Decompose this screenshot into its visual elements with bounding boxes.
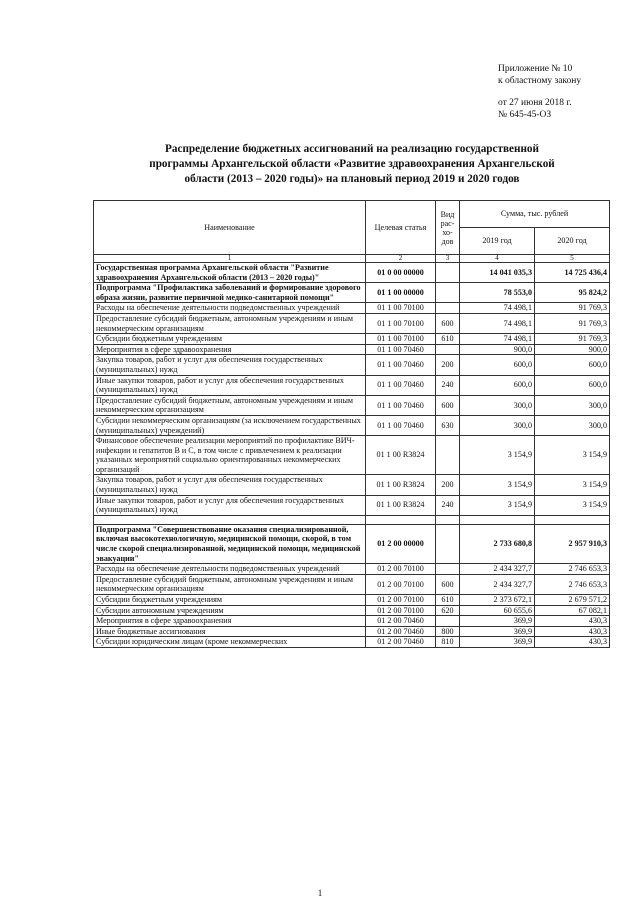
- appendix-number: Приложение № 10: [498, 64, 573, 74]
- row-name: Иные бюджетные ассигнования: [94, 626, 366, 637]
- table-body: [94, 263, 610, 648]
- row-target-article: 01 1 00 R3824: [366, 495, 436, 515]
- table-row: [94, 524, 610, 563]
- table-row: [94, 395, 610, 415]
- row-amount-2019: 369,9: [460, 626, 535, 637]
- table-row: [94, 605, 610, 616]
- header-target-article: Целевая статья: [366, 201, 436, 255]
- table-row: [94, 595, 610, 606]
- appendix-law-number: № 645-45-ОЗ: [498, 109, 552, 120]
- row-expense-type: 240: [436, 375, 460, 395]
- document-title: [96, 142, 608, 187]
- row-amount-2019: 74 498,1: [460, 313, 535, 333]
- title-line-3: области (2013 – 2020 годы)» на плановый период 2019 и 2020 годов: [184, 173, 520, 185]
- row-amount-2020: 300,0: [535, 395, 610, 415]
- table-row: [94, 616, 610, 627]
- note-gap: [498, 87, 581, 98]
- table-row: [94, 313, 610, 333]
- column-number-row: [94, 255, 610, 263]
- row-target-article: 01 2 00 70100: [366, 574, 436, 594]
- row-amount-2020: 430,3: [535, 637, 610, 648]
- row-amount-2019: 2 434 327,7: [460, 574, 535, 594]
- table-row: [94, 355, 610, 375]
- title-line-2: программы Архангельской области «Развитие здравоохранения Архангельской: [149, 158, 555, 170]
- table-row: [94, 283, 610, 303]
- row-expense-type: 240: [436, 495, 460, 515]
- row-amount-2019: 600,0: [460, 355, 535, 375]
- row-expense-type: 200: [436, 475, 460, 495]
- column-number: 3: [436, 255, 460, 263]
- row-target-article: 01 0 00 00000: [366, 263, 436, 283]
- header-year-2020: 2020 год: [535, 228, 610, 255]
- row-amount-2019: 3 154,9: [460, 475, 535, 495]
- row-amount-2020: 95 824,2: [535, 283, 610, 303]
- row-name: Иные закупки товаров, работ и услуг для обеспечения государственных (муниципальных) нужд: [94, 495, 366, 515]
- header-year-2019: 2019 год: [460, 228, 535, 255]
- row-target-article: 01 1 00 70100: [366, 303, 436, 314]
- row-name: Расходы на обеспечение деятельности подведомственных учреждений: [94, 303, 366, 314]
- title-line-1: Распределение бюджетных ассигнований на реализацию государственной: [165, 143, 539, 155]
- row-name: Субсидии некоммерческим организациям (за исключением государственных (муниципальных) учреждений): [94, 415, 366, 435]
- row-target-article: 01 1 00 R3824: [366, 436, 436, 475]
- table-row: [94, 637, 610, 648]
- table-row: [94, 436, 610, 475]
- column-number: 4: [460, 255, 535, 263]
- row-name: Субсидии бюджетным учреждениям: [94, 334, 366, 345]
- table-row: [94, 334, 610, 345]
- row-amount-2019: 2 373 672,1: [460, 595, 535, 606]
- table-row: [94, 626, 610, 637]
- row-name: Подпрограмма "Совершенствование оказания специализированной, включая высокотехнологичную, медицинской помощи, скорой, в том числе скорой специализированной, медицинской помощи, медицинской эвакуации": [94, 524, 366, 563]
- row-name: Субсидии бюджетным учреждениям: [94, 595, 366, 606]
- row-name: Иные закупки товаров, работ и услуг для обеспечения государственных (муниципальных) нужд: [94, 375, 366, 395]
- row-target-article: 01 2 00 70100: [366, 564, 436, 575]
- row-target-article: 01 2 00 70100: [366, 605, 436, 616]
- row-expense-type: 200: [436, 355, 460, 375]
- row-amount-2020: 600,0: [535, 375, 610, 395]
- row-target-article: 01 2 00 70460: [366, 616, 436, 627]
- row-amount-2019: 3 154,9: [460, 436, 535, 475]
- row-name: Предоставление субсидий бюджетным, автономным учреждениям и иным некоммерческим организациям: [94, 313, 366, 333]
- row-target-article: 01 1 00 R3824: [366, 475, 436, 495]
- row-name: Субсидии автономным учреждениям: [94, 605, 366, 616]
- row-amount-2020: 14 725 436,4: [535, 263, 610, 283]
- row-amount-2020: 900,0: [535, 344, 610, 355]
- row-target-article: 01 1 00 70460: [366, 344, 436, 355]
- appendix-law-ref: к областному закону: [498, 75, 582, 86]
- row-name: Мероприятия в сфере здравоохранения: [94, 616, 366, 627]
- column-number: 2: [366, 255, 436, 263]
- row-amount-2019: 300,0: [460, 415, 535, 435]
- header-expense-type: Вид рас-хо-дов: [436, 201, 460, 255]
- row-target-article: 01 2 00 00000: [366, 524, 436, 563]
- row-amount-2019: 2 434 327,7: [460, 564, 535, 575]
- column-number: 1: [94, 255, 366, 263]
- table-row: [94, 574, 610, 594]
- row-name: Расходы на обеспечение деятельности подведомственных учреждений: [94, 564, 366, 575]
- row-expense-type: [436, 524, 460, 563]
- row-amount-2020: 430,3: [535, 626, 610, 637]
- row-name: [94, 515, 366, 524]
- row-name: Закупка товаров, работ и услуг для обеспечения государственных (муниципальных) нужд: [94, 355, 366, 375]
- row-amount-2019: 600,0: [460, 375, 535, 395]
- row-expense-type: 600: [436, 574, 460, 594]
- row-amount-2019: 369,9: [460, 637, 535, 648]
- row-expense-type: 800: [436, 626, 460, 637]
- row-target-article: 01 1 00 00000: [366, 283, 436, 303]
- row-expense-type: 620: [436, 605, 460, 616]
- row-amount-2020: 3 154,9: [535, 495, 610, 515]
- row-amount-2020: 67 082,1: [535, 605, 610, 616]
- row-expense-type: [436, 283, 460, 303]
- row-target-article: 01 2 00 70460: [366, 626, 436, 637]
- row-name: Предоставление субсидий бюджетным, автономным учреждениям и иным некоммерческим организациям: [94, 395, 366, 415]
- row-amount-2020: 91 769,3: [535, 303, 610, 314]
- row-name: Подпрограмма "Профилактика заболеваний и формирование здорового образа жизни, развитие первичной медико-санитарной помощи": [94, 283, 366, 303]
- row-expense-type: 600: [436, 313, 460, 333]
- row-amount-2019: [460, 515, 535, 524]
- row-amount-2019: 74 498,1: [460, 303, 535, 314]
- table-row: [94, 515, 610, 524]
- row-target-article: 01 1 00 70460: [366, 355, 436, 375]
- row-amount-2019: 14 041 035,3: [460, 263, 535, 283]
- row-amount-2020: 430,3: [535, 616, 610, 627]
- row-amount-2020: [535, 515, 610, 524]
- row-amount-2019: 78 553,0: [460, 283, 535, 303]
- row-expense-type: 610: [436, 334, 460, 345]
- row-amount-2020: 300,0: [535, 415, 610, 435]
- row-name: Мероприятия в сфере здравоохранения: [94, 344, 366, 355]
- row-expense-type: [436, 303, 460, 314]
- header-name: Наименование: [94, 201, 366, 255]
- table-row: [94, 475, 610, 495]
- row-amount-2019: 369,9: [460, 616, 535, 627]
- table-row: [94, 564, 610, 575]
- row-name: Государственная программа Архангельской области "Развитие здравоохранения Архангельской области (2013 – 2020 годы)": [94, 263, 366, 283]
- table-row: [94, 495, 610, 515]
- row-amount-2020: 91 769,3: [535, 334, 610, 345]
- row-amount-2019: 3 154,9: [460, 495, 535, 515]
- row-name: Предоставление субсидий бюджетным, автономным учреждениям и иным некоммерческим организациям: [94, 574, 366, 594]
- row-amount-2019: 900,0: [460, 344, 535, 355]
- row-target-article: 01 2 00 70100: [366, 595, 436, 606]
- row-name: Финансовое обеспечение реализации мероприятий по профилактике ВИЧ-инфекции и гепатитов В и С, в том числе с привлечением к реализации указанных мероприятий социально ориентированных некоммерческих организаций: [94, 436, 366, 475]
- row-target-article: 01 1 00 70100: [366, 334, 436, 345]
- table-row: [94, 263, 610, 283]
- row-amount-2020: 2 746 653,3: [535, 574, 610, 594]
- appendix-date: от 27 июня 2018 г.: [498, 98, 572, 108]
- page-number: 1: [317, 888, 323, 898]
- row-expense-type: 600: [436, 395, 460, 415]
- row-name: Закупка товаров, работ и услуг для обеспечения государственных (муниципальных) нужд: [94, 475, 366, 495]
- appendix-note: [498, 64, 581, 121]
- row-amount-2019: 300,0: [460, 395, 535, 415]
- row-expense-type: 610: [436, 595, 460, 606]
- row-expense-type: [436, 515, 460, 524]
- row-amount-2019: 60 655,6: [460, 605, 535, 616]
- row-expense-type: [436, 564, 460, 575]
- table-row: [94, 303, 610, 314]
- row-name: Субсидии юридическим лицам (кроме некоммерческих: [94, 637, 366, 648]
- row-amount-2020: 600,0: [535, 355, 610, 375]
- row-target-article: 01 2 00 70460: [366, 637, 436, 648]
- row-expense-type: [436, 344, 460, 355]
- row-target-article: 01 1 00 70460: [366, 395, 436, 415]
- row-amount-2020: 3 154,9: [535, 475, 610, 495]
- row-expense-type: 630: [436, 415, 460, 435]
- column-number: 5: [535, 255, 610, 263]
- table-row: [94, 415, 610, 435]
- row-amount-2020: 2 746 653,3: [535, 564, 610, 575]
- budget-table: [93, 200, 610, 648]
- row-amount-2020: 2 957 910,3: [535, 524, 610, 563]
- table-row: [94, 344, 610, 355]
- table-row: [94, 375, 610, 395]
- row-target-article: [366, 515, 436, 524]
- row-expense-type: [436, 263, 460, 283]
- row-expense-type: [436, 436, 460, 475]
- row-target-article: 01 1 00 70460: [366, 415, 436, 435]
- row-target-article: 01 1 00 70100: [366, 313, 436, 333]
- header-sum: Сумма, тыс. рублей: [460, 201, 610, 228]
- row-target-article: 01 1 00 70460: [366, 375, 436, 395]
- row-expense-type: 810: [436, 637, 460, 648]
- row-amount-2019: 2 733 680,8: [460, 524, 535, 563]
- row-amount-2020: 2 679 571,2: [535, 595, 610, 606]
- row-amount-2019: 74 498,1: [460, 334, 535, 345]
- row-amount-2020: 91 769,3: [535, 313, 610, 333]
- row-amount-2020: 3 154,9: [535, 436, 610, 475]
- row-expense-type: [436, 616, 460, 627]
